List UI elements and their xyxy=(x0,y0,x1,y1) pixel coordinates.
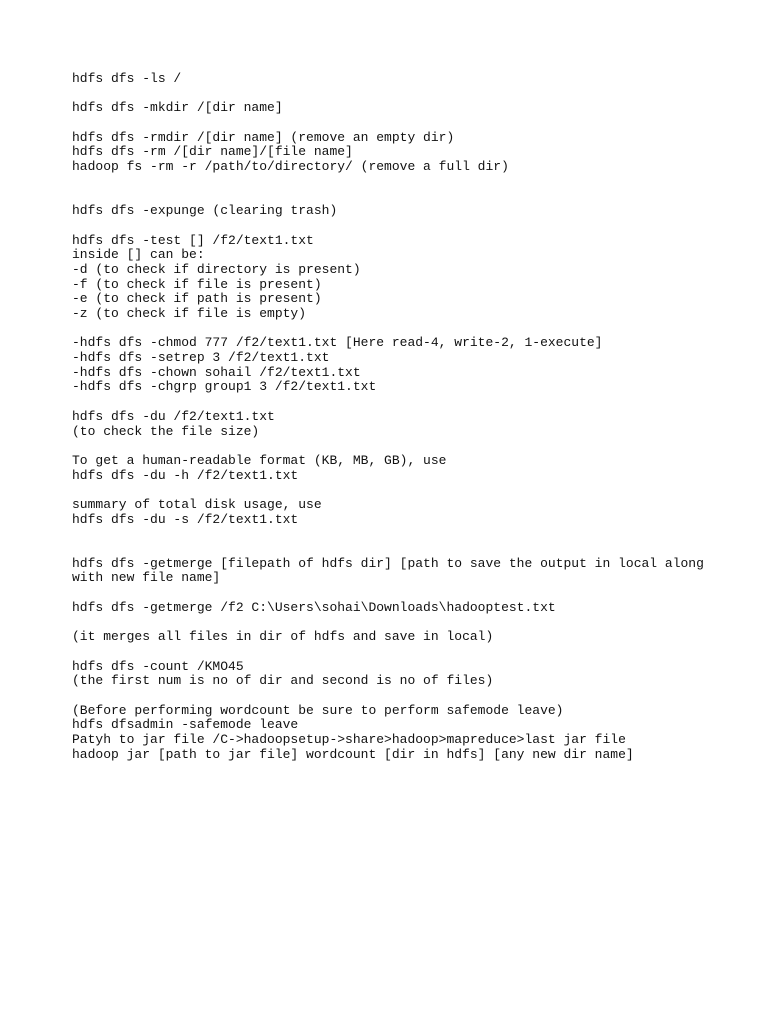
setrep-command: -hdfs dfs -setrep 3 /f2/text1.txt xyxy=(72,350,330,366)
getmerge-syntax-line-1: hdfs dfs -getmerge [filepath of hdfs dir] [path to save the output in local along xyxy=(72,555,704,571)
du-human-intro: To get a human-readable format (KB, MB, GB), use xyxy=(72,452,447,468)
wordcount-jar-command: hadoop jar [path to jar file] wordcount [dir in hdfs] [any new dir name] xyxy=(72,746,634,762)
chmod-command: -hdfs dfs -chmod 777 /f2/text1.txt [Here read-4, write-2, 1-execute] xyxy=(72,335,603,351)
wordcount-note: (Before performing wordcount be sure to perform safemode leave) xyxy=(72,702,564,718)
getmerge-syntax-line-2: with new file name] xyxy=(72,570,221,586)
du-command: hdfs dfs -du /f2/text1.txt xyxy=(72,408,275,424)
safemode-command: hdfs dfsadmin -safemode leave xyxy=(72,717,299,733)
du-human-command: hdfs dfs -du -h /f2/text1.txt xyxy=(72,467,299,483)
rm-command: hdfs dfs -rm /[dir name]/[file name] xyxy=(72,144,353,160)
document-page xyxy=(72,72,732,762)
test-option-f: -f (to check if file is present) xyxy=(72,276,322,292)
test-option-z: -z (to check if file is empty) xyxy=(72,306,307,322)
jar-path-note: Patyh to jar file /C->hadoopsetup->share>hadoop>mapreduce>last jar file xyxy=(72,731,626,747)
du-summary-command: hdfs dfs -du -s /f2/text1.txt xyxy=(72,511,299,527)
test-option-e: -e (to check if path is present) xyxy=(72,291,322,307)
ls-command: hdfs dfs -ls / xyxy=(72,71,182,86)
test-options-intro: inside [] can be: xyxy=(72,247,205,263)
test-command: hdfs dfs -test [] /f2/text1.txt xyxy=(72,232,314,248)
expunge-command: hdfs dfs -expunge (clearing trash) xyxy=(72,203,338,219)
chgrp-command: -hdfs dfs -chgrp group1 3 /f2/text1.txt xyxy=(72,379,377,395)
count-command: hdfs dfs -count /KMO45 xyxy=(72,658,244,674)
rmdir-command: hdfs dfs -rmdir /[dir name] (remove an empty dir) xyxy=(72,129,455,145)
du-summary-intro: summary of total disk usage, use xyxy=(72,496,322,512)
chown-command: -hdfs dfs -chown sohail /f2/text1.txt xyxy=(72,364,361,380)
getmerge-example: hdfs dfs -getmerge /f2 C:\Users\sohai\Downloads\hadooptest.txt xyxy=(72,599,556,615)
rm-recursive-command: hadoop fs -rm -r /path/to/directory/ (remove a full dir) xyxy=(72,159,509,175)
du-note: (to check the file size) xyxy=(72,423,260,439)
getmerge-note: (it merges all files in dir of hdfs and save in local) xyxy=(72,629,494,645)
test-option-d: -d (to check if directory is present) xyxy=(72,261,361,277)
mkdir-command: hdfs dfs -mkdir /[dir name] xyxy=(72,100,283,116)
count-note: (the first num is no of dir and second is no of files) xyxy=(72,673,494,689)
